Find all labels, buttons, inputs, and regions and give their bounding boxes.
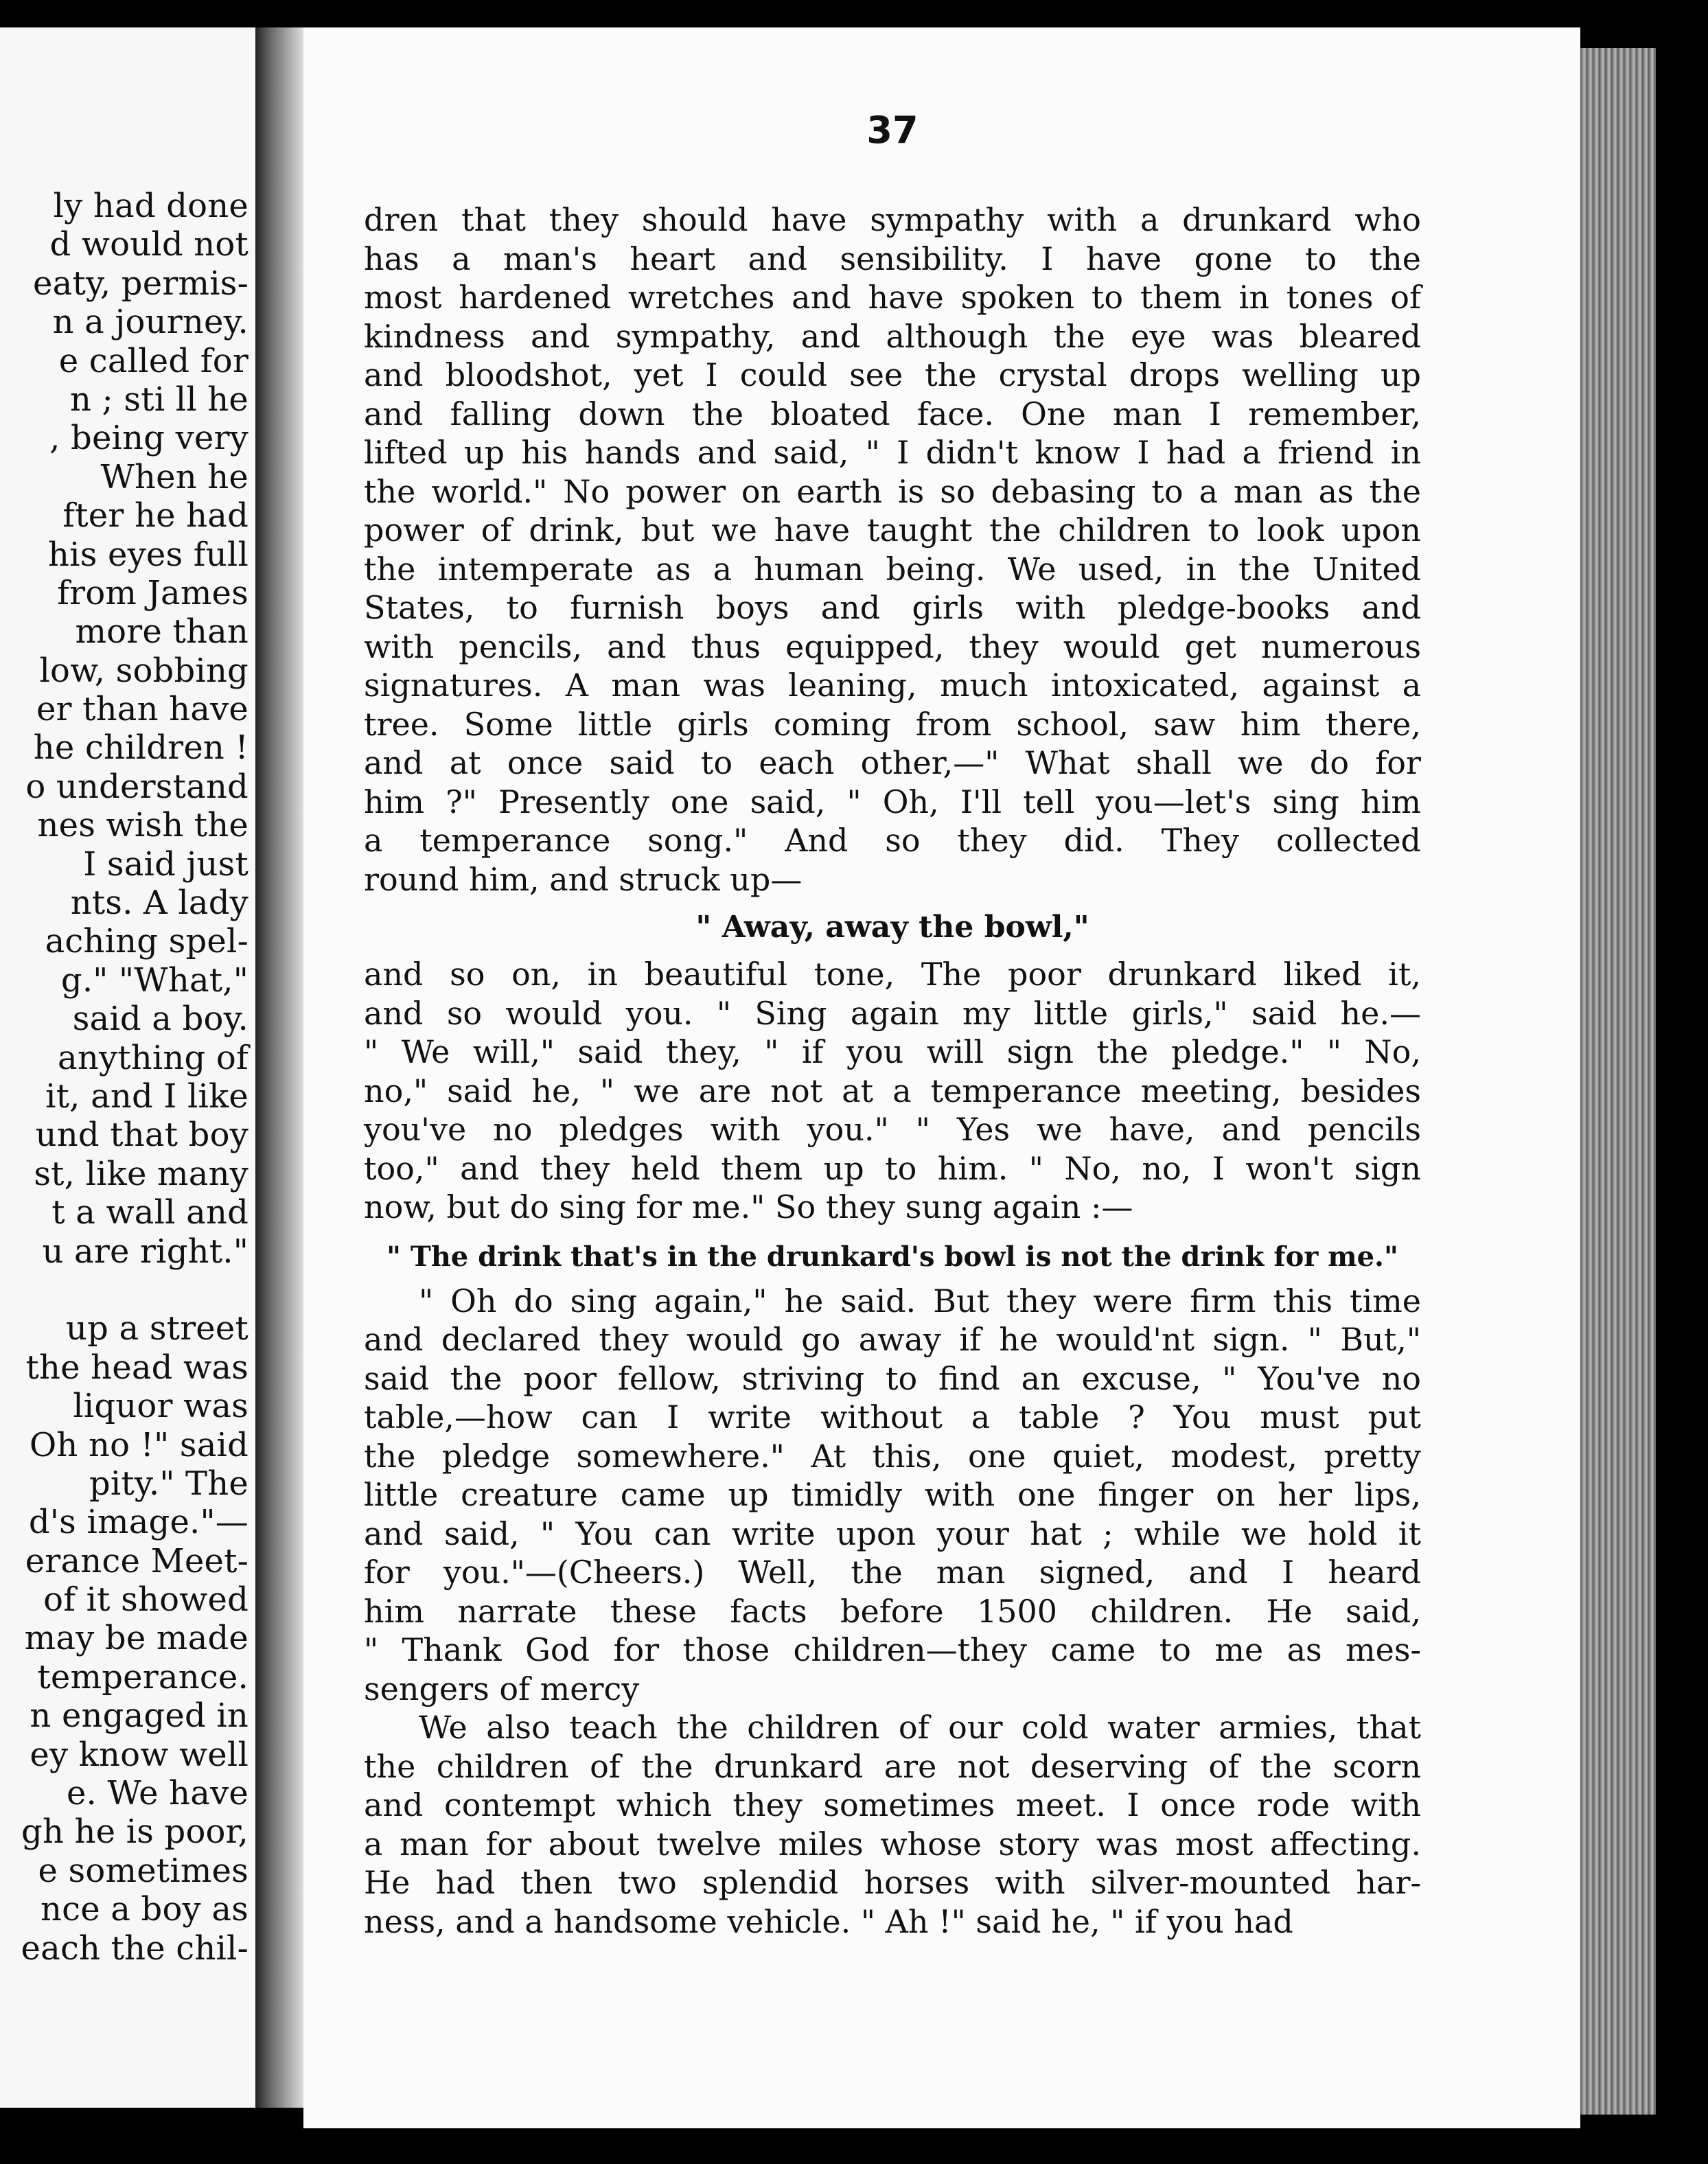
left-text-line: g." "What,": [60, 960, 249, 1000]
text-line: no," said he, " we are not at a temperance meeting, besides: [364, 1072, 1421, 1109]
text-line: him narrate these facts before 1500 children. He said,: [364, 1592, 1421, 1630]
left-text-line: the head was: [25, 1348, 249, 1387]
verse-quote-1: " Away, away the bowl,": [695, 910, 1089, 945]
text-line: " Oh do sing again," he said. But they were firm this time: [419, 1282, 1421, 1320]
text-line: lifted up his hands and said, " I didn't know I had a friend in: [364, 434, 1421, 471]
text-line: sengers of mercy: [364, 1670, 640, 1707]
left-text-line: up a street: [66, 1309, 249, 1348]
text-line: the children of the drunkard are not deserving of the scorn: [364, 1747, 1421, 1785]
text-line: " We will," said they, " if you will sign the pledge." " No,: [364, 1033, 1421, 1070]
text-line: and declared they would go away if he would'nt sign. " But,": [364, 1321, 1421, 1358]
left-text-line: eaty, permis-: [33, 264, 249, 303]
page-number: 37: [866, 108, 919, 152]
left-text-line: ey know well: [30, 1735, 249, 1774]
left-text-line: liquor was: [73, 1387, 249, 1426]
text-line: with pencils, and thus equipped, they would get numerous: [364, 628, 1421, 665]
left-text-line: nts. A lady: [70, 884, 249, 923]
text-line: and falling down the bloated face. One man I remember,: [364, 395, 1421, 433]
text-line: power of drink, but we have taught the children to look upon: [364, 511, 1421, 549]
text-line: signatures. A man was leaning, much intoxicated, against a: [364, 667, 1421, 704]
left-page-text: [0, 187, 249, 1968]
text-line: you've no pledges with you." " Yes we have, and pencils: [364, 1111, 1421, 1148]
text-line: a temperance song." And so they did. They collected: [364, 822, 1421, 859]
left-text-line: d's image."—: [28, 1503, 249, 1542]
left-text-line: temperance.: [37, 1657, 249, 1696]
left-text-line: nes wish the: [37, 806, 249, 845]
left-text-line: , being very: [49, 419, 249, 458]
text-line: tree. Some little girls coming from school, saw him there,: [364, 705, 1421, 743]
verse-quote-2: " The drink that's in the drunkard's bowl is not the drink for me.": [386, 1240, 1398, 1273]
text-line: and so would you. " Sing again my little girls," said he.—: [364, 994, 1421, 1032]
left-text-line: his eyes full: [48, 535, 249, 574]
left-text-line: st, like many: [34, 1154, 249, 1193]
left-text-line: fter he had: [62, 496, 249, 536]
book-gutter: [255, 27, 303, 2108]
text-line: a man for about twelve miles whose story was most affecting.: [364, 1825, 1421, 1863]
text-line: has a man's heart and sensibility. I have gone to the: [364, 240, 1421, 277]
left-text-line: erance Meet-: [25, 1541, 249, 1580]
left-text-line: [0, 1271, 249, 1309]
left-text-line: each the chil-: [21, 1929, 249, 1968]
page-edges: [1580, 48, 1656, 2115]
text-line: him ?" Presently one said, " Oh, I'll tell you—let's sing him: [364, 783, 1421, 820]
left-text-line: I said just: [83, 844, 249, 884]
right-page-text: [364, 200, 1421, 1941]
left-text-line: When he: [100, 457, 249, 496]
left-text-line: anything of: [58, 1038, 249, 1077]
text-line: now, but do sing for me." So they sung again :—: [364, 1188, 1133, 1225]
text-line: dren that they should have sympathy with a drunkard who: [364, 201, 1421, 238]
left-text-line: more than: [75, 612, 249, 652]
left-text-line: n ; sti ll he: [69, 380, 249, 419]
left-text-line: said a boy.: [72, 1000, 249, 1039]
left-text-line: from James: [57, 573, 249, 612]
text-line: little creature came up timidly with one finger on her lips,: [364, 1476, 1421, 1513]
left-text-line: pity." The: [89, 1464, 249, 1503]
text-line: " Thank God for those children—they came to me as mes-: [364, 1631, 1421, 1668]
left-text-line: e sometimes: [38, 1851, 249, 1890]
text-line: and bloodshot, yet I could see the crystal drops welling up: [364, 356, 1421, 393]
text-line: and contempt which they sometimes meet. I once rode with: [364, 1786, 1421, 1823]
text-line: States, to furnish boys and girls with pledge-books and: [364, 589, 1421, 626]
left-text-line: n engaged in: [30, 1696, 249, 1736]
left-text-line: ly had done: [53, 187, 249, 225]
left-text-line: e. We have: [66, 1774, 249, 1813]
paragraph-3: [364, 1282, 1421, 1709]
text-line: too," and they held them up to him. " No, no, I won't sign: [364, 1149, 1421, 1187]
left-text-line: d would not: [49, 225, 249, 264]
text-line: kindness and sympathy, and although the eye was bleared: [364, 317, 1421, 355]
left-text-line: t a wall and: [51, 1193, 249, 1232]
text-line: the world." No power on earth is so debasing to a man as the: [364, 472, 1421, 510]
paragraph-1: [364, 200, 1421, 899]
left-text-line: nce a boy as: [41, 1890, 249, 1929]
left-text-line: Oh no !" said: [29, 1425, 249, 1464]
left-text-line: er than have: [36, 690, 249, 729]
text-line: and at once said to each other,—" What shall we do for: [364, 744, 1421, 781]
paragraph-4: [364, 1708, 1421, 1941]
left-text-line: u are right.": [42, 1232, 249, 1271]
left-text-line: low, sobbing: [39, 651, 249, 690]
text-line: and said, " You can write upon your hat ; while we hold it: [364, 1515, 1421, 1552]
left-text-line: it, and I like: [45, 1077, 249, 1116]
text-line: most hardened wretches and have spoken to them in tones of: [364, 279, 1421, 316]
left-text-line: und that boy: [35, 1116, 249, 1155]
left-text-line: e called for: [58, 341, 249, 380]
left-text-line: o understand: [25, 767, 249, 806]
text-line: and so on, in beautiful tone, The poor drunkard liked it,: [364, 956, 1421, 993]
text-line: for you."—(Cheers.) Well, the man signed, and I heard: [364, 1554, 1421, 1591]
left-text-line: n a journey.: [52, 303, 249, 342]
left-text-line: aching spel-: [45, 922, 249, 961]
left-text-line: may be made: [24, 1619, 249, 1658]
text-line: We also teach the children of our cold water armies, that: [419, 1709, 1421, 1746]
text-line: ness, and a handsome vehicle. " Ah !" said he, " if you had: [364, 1902, 1293, 1940]
paragraph-2: [364, 955, 1421, 1227]
text-line: said the poor fellow, striving to find an excuse, " You've no: [364, 1359, 1421, 1397]
left-page: [0, 27, 261, 2108]
text-line: the intemperate as a human being. We used, in the United: [364, 550, 1421, 588]
text-line: table,—how can I write without a table ? You must put: [364, 1398, 1421, 1436]
text-line: He had then two splendid horses with silver-mounted har-: [364, 1864, 1421, 1901]
left-text-line: he children !: [33, 728, 249, 768]
left-text-line: of it showed: [43, 1580, 249, 1620]
text-line: round him, and struck up—: [364, 860, 803, 898]
text-line: the pledge somewhere." At this, one quiet, modest, pretty: [364, 1437, 1421, 1475]
left-text-line: gh he is poor,: [21, 1812, 249, 1852]
